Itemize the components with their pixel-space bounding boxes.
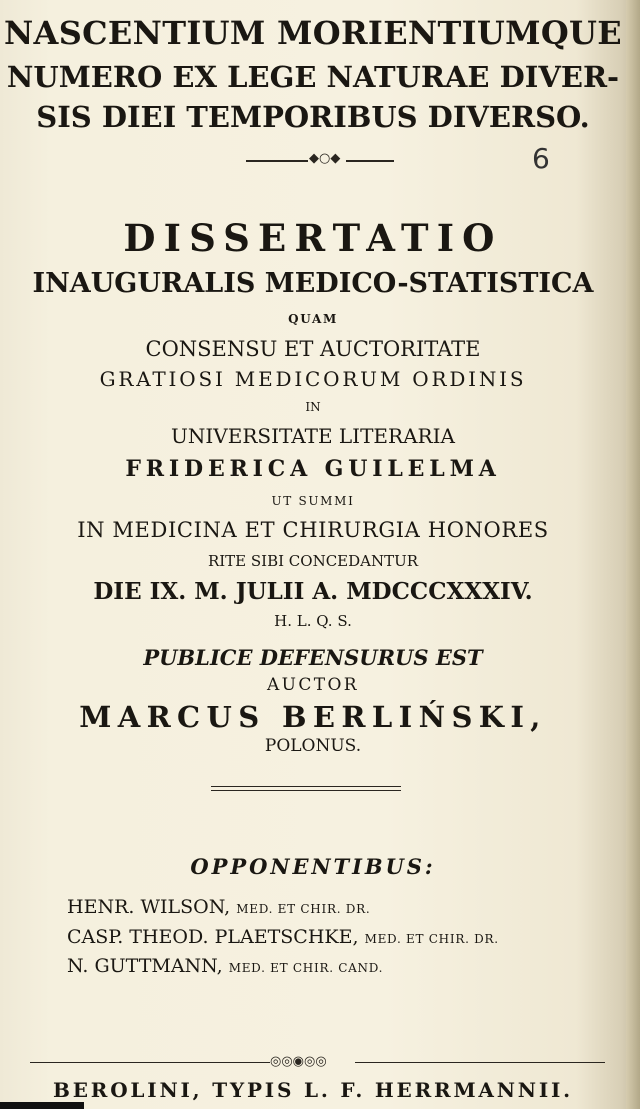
bottom-rule-right xyxy=(355,1062,605,1063)
ornament-icon: ◆○◆ xyxy=(309,151,341,166)
opponent-entry xyxy=(67,896,370,918)
publice-text: PUBLICE DEFENSURUS EST xyxy=(143,645,483,670)
ornament-rule-left xyxy=(246,160,308,162)
ut-summi-text: UT SUMMI xyxy=(271,494,355,508)
opponent-name: HENR. WILSON, xyxy=(67,896,231,918)
opponent-name: CASP. THEOD. PLAETSCHKE, xyxy=(67,926,359,948)
date-text: DIE IX. M. JULII A. MDCCCXXXIV. xyxy=(93,578,533,605)
dissertation-heading: DISSERTATIO xyxy=(123,216,503,260)
consensu-text: CONSENSU ET AUCTORITATE xyxy=(145,337,481,361)
opponent-entry xyxy=(67,926,499,948)
imprint: BEROLINI, TYPIS L. F. HERRMANNII. xyxy=(53,1078,573,1102)
title-line-1: NASCENTIUM MORIENTIUMQUE xyxy=(3,14,622,52)
opponent-name: N. GUTTMANN, xyxy=(67,955,223,977)
friderica-text: FRIDERICA GUILELMA xyxy=(125,456,501,482)
auctor-text: AUCTOR xyxy=(267,675,359,695)
author-name: MARCUS BERLIŃSKI, xyxy=(79,700,547,734)
in-medicina-text: IN MEDICINA ET CHIRURGIA HONORES xyxy=(77,518,549,542)
opponent-title: MED. ET CHIR. DR. xyxy=(364,932,499,946)
handwritten-mark: 6 xyxy=(532,142,550,175)
ornament-rule-right xyxy=(346,160,394,162)
bottom-rule-left xyxy=(30,1062,270,1063)
page-edge xyxy=(626,0,640,1109)
divider-rule xyxy=(211,790,401,791)
opponents-heading: OPPONENTIBUS: xyxy=(190,854,436,879)
scan-edge xyxy=(0,1102,84,1109)
title-line-2: NUMERO EX LEGE NATURAE DIVER- xyxy=(6,60,620,94)
nationality-text: POLONUS. xyxy=(264,736,362,756)
quam-text: QUAM xyxy=(288,312,338,326)
universitate-text: UNIVERSITATE LITERARIA xyxy=(171,424,455,448)
opponent-title: MED. ET CHIR. CAND. xyxy=(228,961,384,975)
bottom-ornament-icon: ◎◎◉◎◎ xyxy=(270,1054,327,1069)
divider-rule xyxy=(211,786,401,787)
opponent-title: MED. ET CHIR. DR. xyxy=(236,902,371,916)
opponent-entry xyxy=(67,955,383,977)
hlqs-text: H. L. Q. S. xyxy=(274,612,352,630)
in-text: IN xyxy=(305,400,321,414)
dissertation-subheading: INAUGURALIS MEDICO-STATISTICA xyxy=(32,268,594,299)
title-line-3: SIS DIEI TEMPORIBUS DIVERSO. xyxy=(36,100,590,134)
rite-text: RITE SIBI CONCEDANTUR xyxy=(207,552,419,570)
gratiosi-text: GRATIOSI MEDICORUM ORDINIS xyxy=(99,367,527,391)
